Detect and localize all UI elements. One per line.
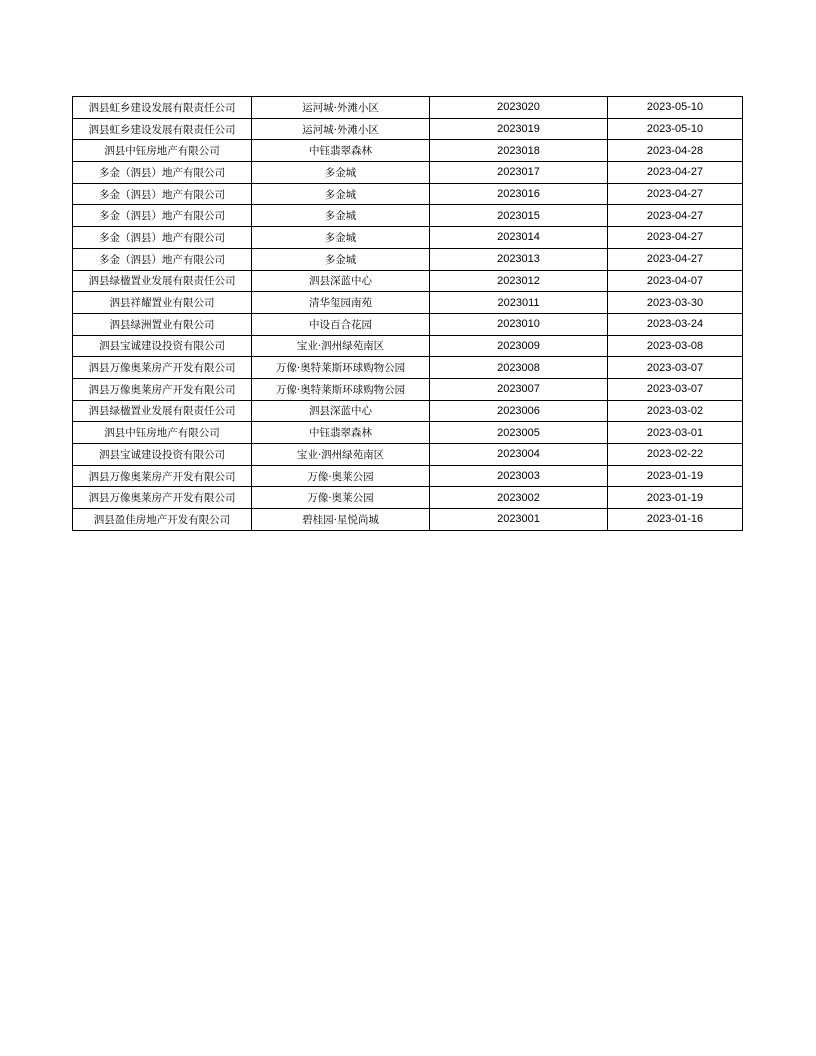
table-row [73, 162, 743, 184]
cell-company: 泗县虹乡建设发展有限责任公司 [73, 118, 252, 140]
cell-number: 2023010 [430, 313, 608, 335]
cell-number: 2023007 [430, 378, 608, 400]
table-row [73, 357, 743, 379]
cell-date: 2023-03-30 [608, 292, 743, 314]
cell-number: 2023009 [430, 335, 608, 357]
table-row [73, 118, 743, 140]
cell-number: 2023019 [430, 118, 608, 140]
cell-project: 运河城·外滩小区 [252, 97, 430, 119]
cell-project: 多金城 [252, 183, 430, 205]
cell-project: 碧桂园·星悦尚城 [252, 509, 430, 531]
cell-number: 2023018 [430, 140, 608, 162]
table-row [73, 509, 743, 531]
cell-date: 2023-04-27 [608, 162, 743, 184]
cell-number: 2023011 [430, 292, 608, 314]
cell-project: 中钰翡翠森林 [252, 140, 430, 162]
cell-company: 泗县祥耀置业有限公司 [73, 292, 252, 314]
cell-number: 2023012 [430, 270, 608, 292]
cell-project: 中设百合花园 [252, 313, 430, 335]
cell-date: 2023-02-22 [608, 444, 743, 466]
cell-number: 2023004 [430, 444, 608, 466]
cell-number: 2023020 [430, 97, 608, 119]
cell-date: 2023-03-02 [608, 400, 743, 422]
cell-number: 2023017 [430, 162, 608, 184]
table-row [73, 183, 743, 205]
cell-project: 中钰翡翠森林 [252, 422, 430, 444]
cell-number: 2023006 [430, 400, 608, 422]
cell-date: 2023-04-27 [608, 227, 743, 249]
cell-company: 多金（泗县）地产有限公司 [73, 248, 252, 270]
table-row [73, 205, 743, 227]
cell-company: 多金（泗县）地产有限公司 [73, 227, 252, 249]
cell-company: 泗县万像奥莱房产开发有限公司 [73, 487, 252, 509]
table-row [73, 270, 743, 292]
cell-number: 2023005 [430, 422, 608, 444]
cell-project: 宝业·泗州绿苑南区 [252, 444, 430, 466]
table-row [73, 465, 743, 487]
cell-project: 多金城 [252, 248, 430, 270]
cell-number: 2023008 [430, 357, 608, 379]
cell-number: 2023003 [430, 465, 608, 487]
cell-company: 泗县万像奥莱房产开发有限公司 [73, 357, 252, 379]
table-row [73, 140, 743, 162]
table-row [73, 248, 743, 270]
records-table-body [73, 97, 743, 531]
cell-number: 2023013 [430, 248, 608, 270]
cell-date: 2023-04-07 [608, 270, 743, 292]
cell-company: 多金（泗县）地产有限公司 [73, 205, 252, 227]
table-row [73, 335, 743, 357]
cell-company: 泗县绿洲置业有限公司 [73, 313, 252, 335]
cell-company: 泗县绿楹置业发展有限责任公司 [73, 400, 252, 422]
cell-number: 2023015 [430, 205, 608, 227]
cell-company: 泗县宝诚建设投资有限公司 [73, 444, 252, 466]
cell-company: 泗县万像奥莱房产开发有限公司 [73, 465, 252, 487]
table-row [73, 400, 743, 422]
cell-project: 万像·奥特莱斯环球购物公园 [252, 378, 430, 400]
table-row [73, 378, 743, 400]
cell-company: 泗县中钰房地产有限公司 [73, 140, 252, 162]
cell-company: 多金（泗县）地产有限公司 [73, 162, 252, 184]
cell-date: 2023-03-08 [608, 335, 743, 357]
cell-date: 2023-03-07 [608, 357, 743, 379]
cell-date: 2023-04-27 [608, 205, 743, 227]
cell-date: 2023-03-01 [608, 422, 743, 444]
cell-date: 2023-01-19 [608, 487, 743, 509]
table-row [73, 292, 743, 314]
cell-date: 2023-03-07 [608, 378, 743, 400]
cell-date: 2023-01-16 [608, 509, 743, 531]
cell-project: 万像·奥特莱斯环球购物公园 [252, 357, 430, 379]
cell-number: 2023002 [430, 487, 608, 509]
cell-date: 2023-05-10 [608, 118, 743, 140]
table-row [73, 313, 743, 335]
cell-date: 2023-04-27 [608, 248, 743, 270]
cell-company: 泗县绿楹置业发展有限责任公司 [73, 270, 252, 292]
cell-date: 2023-01-19 [608, 465, 743, 487]
cell-company: 泗县盈佳房地产开发有限公司 [73, 509, 252, 531]
cell-company: 泗县宝诚建设投资有限公司 [73, 335, 252, 357]
cell-date: 2023-04-27 [608, 183, 743, 205]
records-table [72, 96, 743, 531]
cell-date: 2023-05-10 [608, 97, 743, 119]
cell-number: 2023016 [430, 183, 608, 205]
cell-project: 泗县深蓝中心 [252, 270, 430, 292]
cell-project: 清华玺园南苑 [252, 292, 430, 314]
table-row [73, 422, 743, 444]
cell-date: 2023-04-28 [608, 140, 743, 162]
cell-project: 万像·奥莱公园 [252, 465, 430, 487]
cell-company: 多金（泗县）地产有限公司 [73, 183, 252, 205]
cell-project: 万像·奥莱公园 [252, 487, 430, 509]
table-row [73, 487, 743, 509]
table-row [73, 97, 743, 119]
cell-number: 2023001 [430, 509, 608, 531]
cell-project: 多金城 [252, 227, 430, 249]
cell-date: 2023-03-24 [608, 313, 743, 335]
cell-project: 多金城 [252, 205, 430, 227]
table-row [73, 227, 743, 249]
cell-project: 宝业·泗州绿苑南区 [252, 335, 430, 357]
cell-project: 运河城·外滩小区 [252, 118, 430, 140]
table-row [73, 444, 743, 466]
cell-company: 泗县万像奥莱房产开发有限公司 [73, 378, 252, 400]
cell-project: 多金城 [252, 162, 430, 184]
cell-company: 泗县虹乡建设发展有限责任公司 [73, 97, 252, 119]
cell-company: 泗县中钰房地产有限公司 [73, 422, 252, 444]
cell-number: 2023014 [430, 227, 608, 249]
cell-project: 泗县深蓝中心 [252, 400, 430, 422]
